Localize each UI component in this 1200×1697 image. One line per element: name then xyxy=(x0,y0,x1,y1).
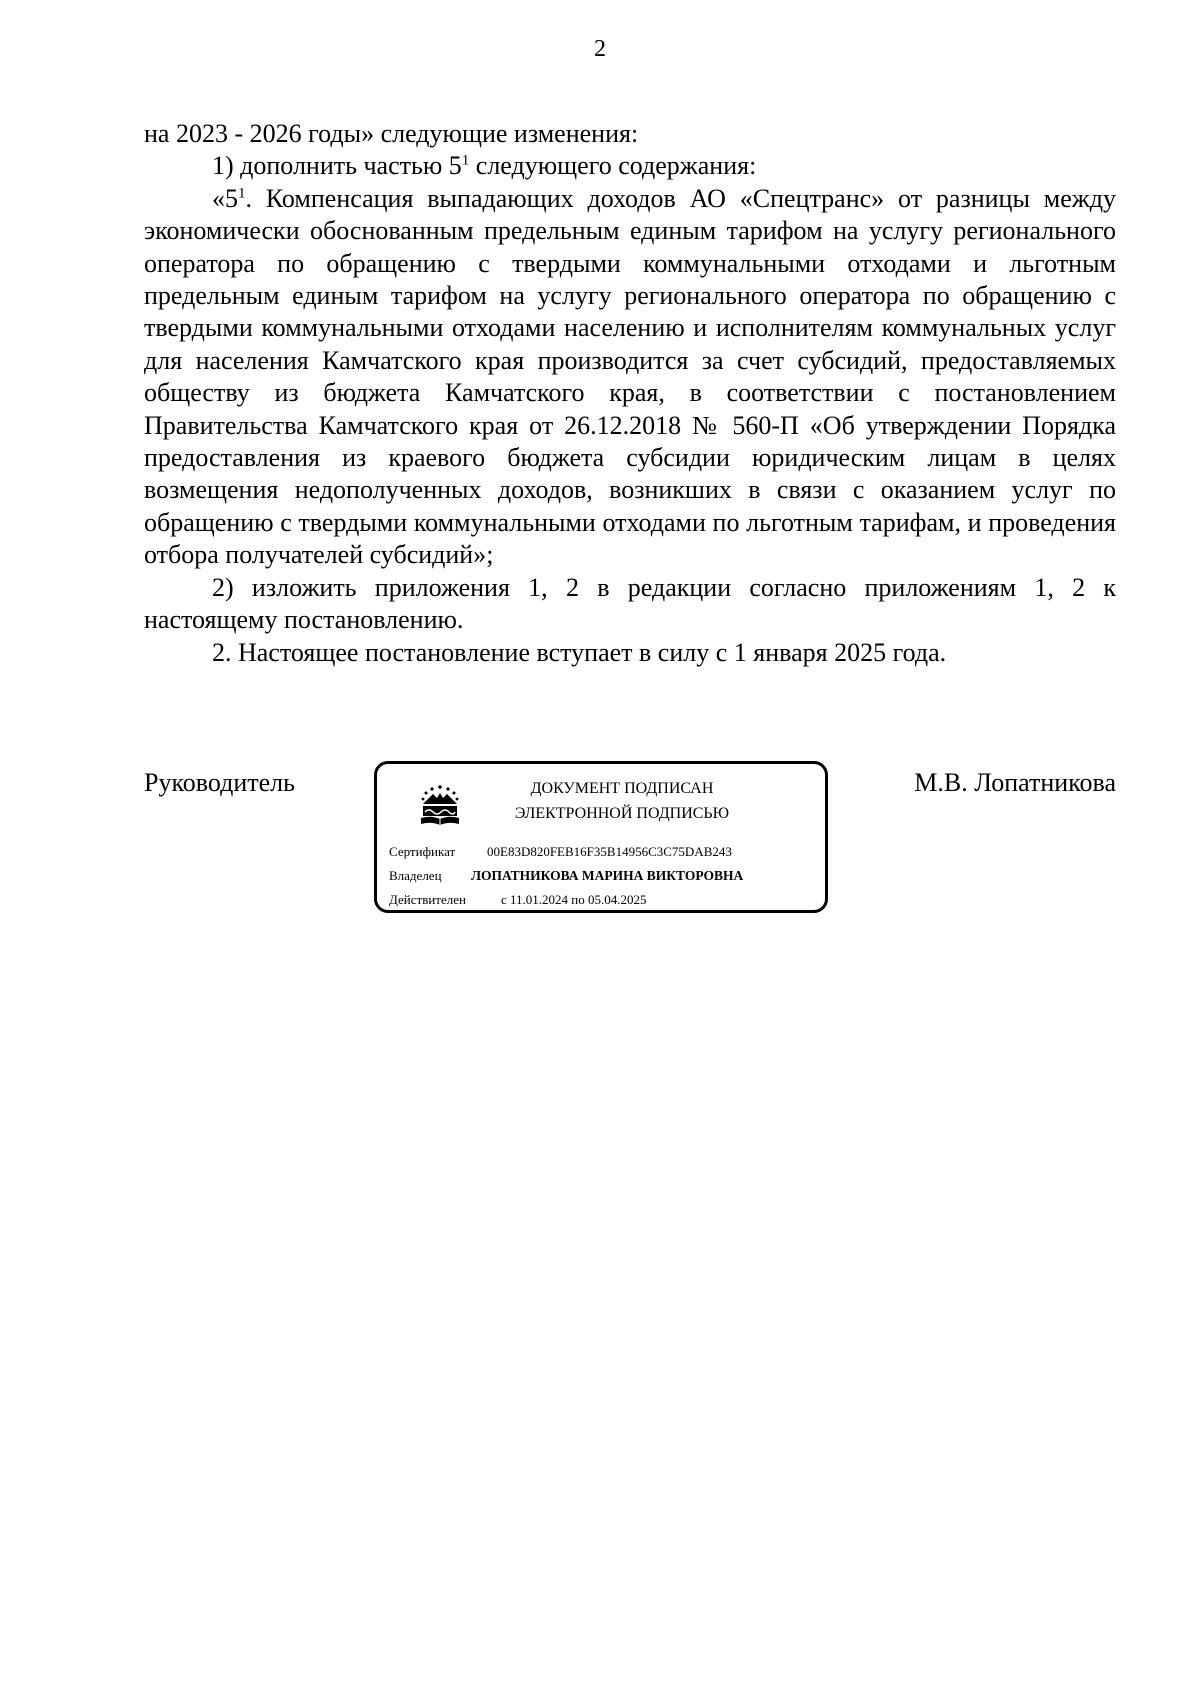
signatory-name: М.В. Лопатникова xyxy=(914,768,1116,797)
stamp-header-line-1: ДОКУМЕНТ ПОДПИСАН xyxy=(530,780,714,797)
stamp-owner-row xyxy=(389,868,743,884)
certificate-value: 00E83D820FEB16F35B14956C3C75DAB243 xyxy=(487,844,732,859)
paragraph-item-2: 2) изложить приложения 1, 2 в редакции согласно приложениям 1, 2 к настоящему постановлению. xyxy=(144,572,1116,635)
superscript: 1 xyxy=(461,152,470,169)
stamp-header xyxy=(477,776,767,826)
owner-value: ЛОПАТНИКОВА МАРИНА ВИКТОРОВНА xyxy=(471,868,744,883)
valid-value: с 11.01.2024 по 05.04.2025 xyxy=(501,892,647,907)
electronic-signature-stamp xyxy=(374,761,828,913)
paragraph-intro: на 2023 - 2026 годы» следующие изменения: xyxy=(144,119,639,148)
document-body xyxy=(144,118,1116,669)
kamchatka-emblem-icon xyxy=(417,782,463,828)
signatory-title: Руководитель xyxy=(144,768,295,797)
paragraph-effective-date: 2. Настоящее постановление вступает в силу с 1 января 2025 года. xyxy=(212,637,947,667)
valid-label: Действителен xyxy=(389,892,466,907)
page-number: 2 xyxy=(594,36,606,62)
item-1-text-end: следующего содержания: xyxy=(469,151,757,181)
part-5-1-text: . Компенсация выпадающих доходов АО «Спецтранс» от разницы между экономически обоснованным предельным единым тарифом на услугу регионального оператора по обращению с твердыми коммунальными отходами и льготным предельным единым тарифом на услугу регионального оператора по обращению с твердыми коммунальными отходами населению и исполнителям коммунальных услуг для населения Камчатского края производится за счет субсидий, предоставляемых обществу из бюджета Камчатского края, в соответствии с постановлением Правительства Камчатского края от 26.12.2018 № 560-П «Об утверждении Порядка предоставления из краевого бюджета субсидии юридическим лицам в целях возмещения недополученных доходов, возникших в связи с оказанием услуг по обращению с твердыми коммунальными отходами по льготным тарифам, и проведения отбора получателей субсидий»; xyxy=(144,183,1116,570)
stamp-validity-row xyxy=(389,892,647,908)
paragraph-part-5-1 xyxy=(144,183,1116,572)
owner-label: Владелец xyxy=(389,868,442,883)
item-1-text: 1) дополнить частью 5 xyxy=(212,151,462,181)
part-5-1-start: «5 xyxy=(212,183,238,213)
stamp-header-line-2: ЭЛЕКТРОННОЙ ПОДПИСЬЮ xyxy=(514,805,730,822)
certificate-label: Сертификат xyxy=(389,844,456,859)
stamp-certificate-row xyxy=(389,844,732,860)
superscript: 1 xyxy=(238,185,246,202)
paragraph-item-1 xyxy=(144,150,1116,182)
